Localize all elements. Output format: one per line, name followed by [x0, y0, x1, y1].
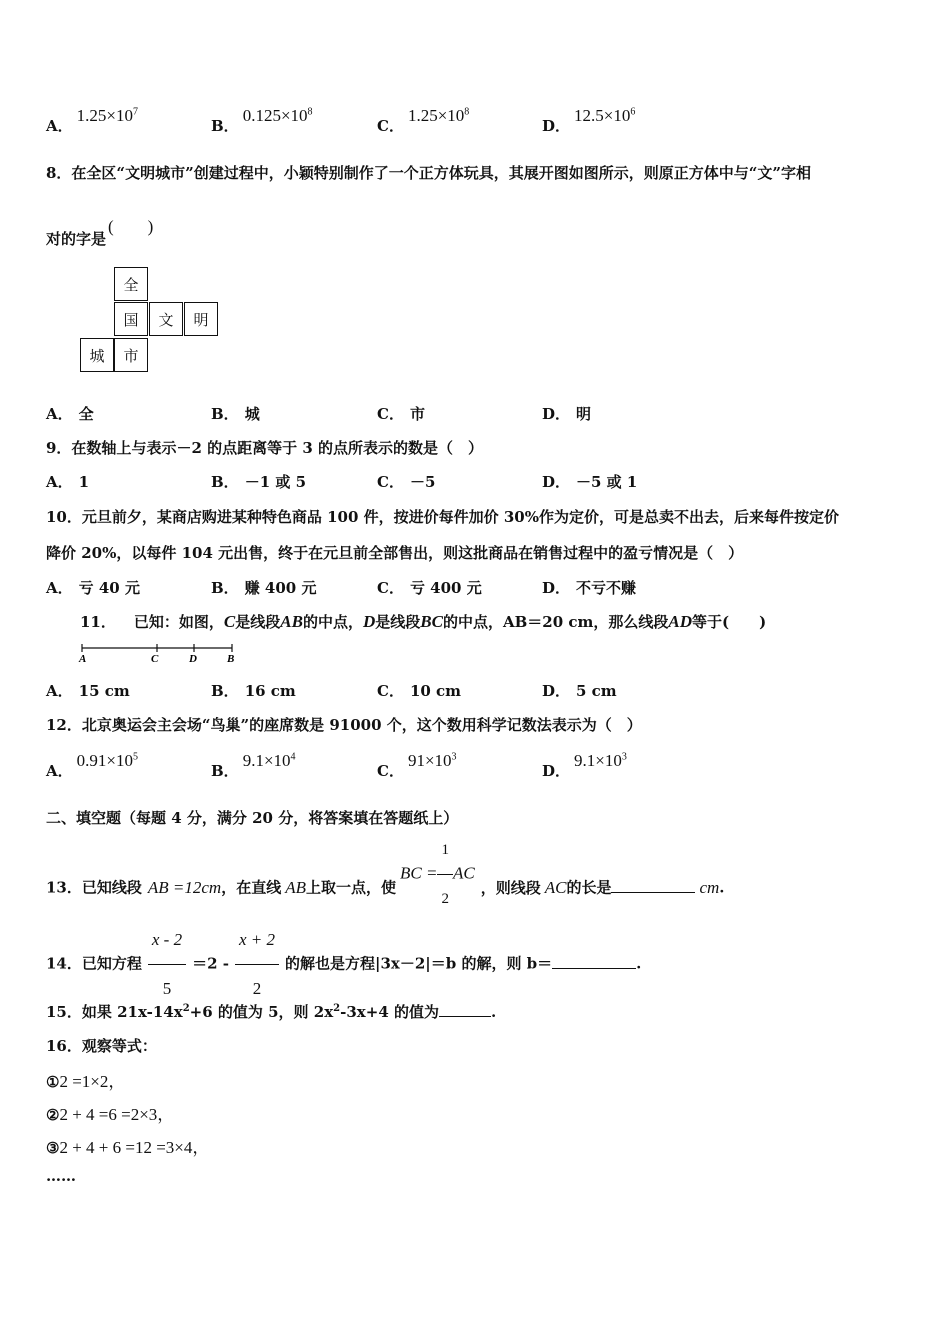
option-text: 亏 400 元: [409, 579, 482, 597]
option-text: 城: [244, 405, 260, 423]
q12-stem: 12．北京奥运会主会场“鸟巢”的座席数是 91000 个，这个数用科学记数法表示为（ ）: [46, 716, 642, 734]
net-cell-cheng: 城: [80, 338, 114, 372]
option-label: B．: [211, 117, 239, 135]
q12-option-a: [46, 751, 138, 781]
option-label: A．: [46, 579, 73, 597]
q15-answer-blank[interactable]: [439, 1016, 491, 1017]
q8-stem-line1: 8．在全区“文明城市”创建过程中，小颖特别制作了一个正方体玩具，其展开图如图所示，则原正方体中与“文”字相: [46, 164, 811, 182]
point-label-a: A: [79, 653, 87, 665]
option-text: －5 或 1: [576, 473, 638, 491]
option-text: 明: [576, 405, 592, 423]
option-value: $12.5\times 10^6$: [574, 106, 636, 125]
option-text: 10 cm: [409, 682, 462, 700]
option-label: B．: [211, 682, 239, 700]
option-text: 不亏不赚: [576, 579, 637, 597]
q8-option-c: [377, 403, 425, 424]
q11-option-c: [377, 680, 461, 701]
q10-stem-line2: 降价 20%，以每件 104 元出售，终于在元旦前全部售出，则这批商品在销售过程中的盈亏情况是（ ）: [46, 544, 744, 562]
q10-stem-line1: 10．元旦前夕，某商店购进某种特色商品 100 件，按进价每件加价 30%作为定价，可是总卖不出去，后来每件按定价: [46, 508, 839, 526]
q9-option-d: [542, 471, 637, 492]
option-value: $9.1\times 10^3$: [574, 751, 627, 770]
option-label: A．: [46, 473, 73, 491]
option-value: $91\times 10^3$: [407, 751, 457, 770]
q8-option-b: [211, 403, 260, 424]
q14-fraction-2: $\frac{x + 2}{2}$: [235, 916, 279, 1013]
q11-option-d: [542, 680, 617, 701]
option-label: A．: [46, 682, 73, 700]
q16-ellipsis: ……: [46, 1167, 76, 1185]
option-value: $0.91\times 10^5$: [76, 751, 138, 770]
q8-answer-paren: ( ): [108, 217, 154, 236]
point-label-c: C: [151, 653, 159, 665]
q9-option-c: [377, 471, 435, 492]
option-label: B．: [211, 579, 239, 597]
net-cell-guo: 国: [114, 302, 148, 336]
option-label: C．: [377, 473, 404, 491]
q10-option-a: [46, 577, 140, 598]
q7-option-d: [542, 106, 636, 136]
net-cell-shi: 市: [114, 338, 148, 372]
q13-fraction: $\frac{1}{2}$: [437, 826, 453, 923]
option-text: 全: [78, 405, 94, 423]
option-label: B．: [211, 405, 239, 423]
q16-title: 16．观察等式：: [46, 1037, 157, 1055]
point-label-d: D: [189, 653, 197, 665]
option-label: C．: [377, 579, 404, 597]
q13-answer-blank[interactable]: [611, 892, 695, 893]
q8-stem-text: 对的字是: [46, 230, 107, 248]
net-cell-ming: 明: [184, 302, 218, 336]
option-label: B．: [211, 473, 239, 491]
q12-option-d: [542, 751, 627, 781]
q7-option-a: [46, 106, 138, 136]
option-label: D．: [542, 473, 571, 491]
segment-figure: [76, 640, 240, 666]
q9-stem: 9．在数轴上与表示－2 的点距离等于 3 的点所表示的数是（ ）: [46, 439, 483, 457]
option-label: C．: [377, 762, 404, 780]
option-label: B．: [211, 762, 239, 780]
option-label: C．: [377, 682, 404, 700]
option-label: D．: [542, 579, 571, 597]
q8-stem-line2: [46, 217, 154, 249]
option-label: A．: [46, 762, 73, 780]
q12-option-b: [211, 751, 296, 781]
option-label: D．: [542, 405, 571, 423]
q16-equation-3: ③2 + 4 + 6 =12 =3×4，: [46, 1138, 210, 1157]
q9-option-b: [211, 471, 306, 492]
q11-option-b: [211, 680, 296, 701]
option-text: －1 或 5: [244, 473, 307, 491]
option-text: －5: [409, 473, 436, 491]
q10-option-c: [377, 577, 482, 598]
option-text: 1: [78, 473, 90, 491]
option-text: 15 cm: [78, 682, 130, 700]
option-text: 亏 40 元: [78, 579, 140, 597]
q8-option-d: [542, 403, 591, 424]
option-value: $1.25\times 10^8$: [407, 106, 470, 125]
option-value: $1.25\times 10^7$: [76, 106, 138, 125]
option-text: 16 cm: [244, 682, 296, 700]
q14-fraction-1: $\frac{x - 2}{5}$: [148, 916, 186, 1013]
option-value: $0.125\times 10^8$: [242, 106, 313, 125]
option-label: D．: [542, 682, 571, 700]
option-text: 市: [409, 405, 425, 423]
q16-equation-2: ②2 + 4 =6 =2×3，: [46, 1105, 175, 1124]
q7-option-c: [377, 106, 470, 136]
option-text: 5 cm: [576, 682, 617, 700]
q13-equation: BC = $\frac{1}{2}$ AC: [400, 826, 475, 923]
q10-option-b: [211, 577, 316, 598]
section-2-heading: 二、填空题（每题 4 分，满分 20 分，将答案填在答题纸上）: [46, 809, 459, 827]
q14-answer-blank[interactable]: [552, 968, 636, 969]
q16-equation-1: ①2 =1×2，: [46, 1072, 126, 1091]
q11-stem: 11． 已知：如图，C是线段AB的中点，D是线段BC的中点，AB＝20 cm，那么线段AD等于( ): [80, 612, 767, 631]
q13-stem: 13．已知线段 AB =12cm，在直线 AB上取一点，使BC = $\frac{1}{2}$ AC，则线段 AC的长是 cm.: [46, 840, 725, 937]
q10-option-d: [542, 577, 636, 598]
q7-option-b: [211, 106, 313, 136]
option-label: A．: [46, 117, 73, 135]
q11-option-a: [46, 680, 130, 701]
q14-stem: 14．已知方程 $\frac{x - 2}{5}$ ＝2 - $\frac{x + 2}{2}$ 的解也是方程|3x－2|＝b 的解，则 b＝ .: [46, 916, 641, 1013]
option-text: 赚 400 元: [244, 579, 317, 597]
option-label: D．: [542, 117, 571, 135]
q11-number: 11．: [80, 613, 116, 631]
option-label: A．: [46, 405, 73, 423]
q8-option-a: [46, 403, 94, 424]
net-cell-wen: 文: [149, 302, 183, 336]
option-label: D．: [542, 762, 571, 780]
q9-option-a: [46, 471, 89, 492]
point-label-b: B: [227, 653, 235, 665]
q15-stem: 15．如果 $21x-14x^2+6$ 的值为 5，则 $2x^2-3x+4$ 的值为 .: [46, 1003, 497, 1021]
net-cell-quan: 全: [114, 267, 148, 301]
option-value: $9.1\times 10^4$: [242, 751, 296, 770]
option-label: C．: [377, 117, 404, 135]
q12-option-c: [377, 751, 457, 781]
option-label: C．: [377, 405, 404, 423]
